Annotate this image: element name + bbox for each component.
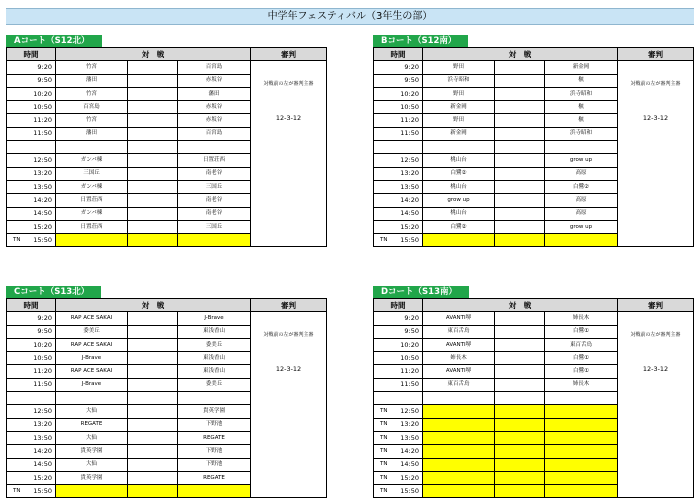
time-cell: 9:50 (374, 325, 423, 338)
team1-cell: J-Brave (56, 378, 128, 391)
vs-cell (128, 378, 178, 391)
team2-cell: 高原 (545, 194, 618, 207)
team1-cell (56, 485, 128, 498)
team2-cell: 槇 (545, 114, 618, 127)
team1-cell: AVANTI堺 (423, 338, 495, 351)
team2-cell: 藩田 (178, 87, 251, 100)
team2-cell: REGATE (178, 431, 251, 444)
vs-cell (495, 458, 545, 471)
time-cell: 13:20 (374, 167, 423, 180)
team2-cell: 赤坂谷 (178, 74, 251, 87)
team2-cell (545, 471, 618, 484)
time-cell (374, 471, 423, 484)
team1-cell: AVANTI堺 (423, 365, 495, 378)
time-cell: 11:20 (7, 365, 56, 378)
vs-cell (128, 418, 178, 431)
team2-cell: grow up (545, 220, 618, 233)
time-cell: 9:50 (7, 325, 56, 338)
vs-cell (128, 220, 178, 233)
team2-cell: 白鷺① (545, 352, 618, 365)
team1-cell (56, 141, 128, 154)
time-cell: 14:20 (374, 194, 423, 207)
time-cell: 9:20 (7, 61, 56, 74)
team1-cell: 竹宮 (56, 61, 128, 74)
team2-cell (178, 234, 251, 247)
time-cell: 11:50 (374, 378, 423, 391)
time-cell: 14:20 (7, 445, 56, 458)
time-cell: 10:20 (7, 87, 56, 100)
header-time: 時間 (7, 48, 56, 61)
vs-cell (495, 87, 545, 100)
time-value: 15:50 (33, 486, 52, 495)
team2-cell (178, 485, 251, 498)
team1-cell: 竹宮 (56, 87, 128, 100)
time-cell: 14:50 (374, 207, 423, 220)
team1-cell (56, 392, 128, 405)
vs-cell (128, 87, 178, 100)
page-title: 中学年フェスティバル（3年生の部） (6, 8, 694, 25)
vs-cell (495, 234, 545, 247)
referee-date: 12-3-12 (275, 365, 302, 374)
vs-cell (128, 61, 178, 74)
team1-cell (423, 141, 495, 154)
tn-mark: TN (13, 236, 21, 243)
team1-cell (423, 405, 495, 418)
team1-cell: 藩田 (56, 127, 128, 140)
time-value: 15:50 (400, 486, 419, 495)
time-cell: 12:50 (7, 154, 56, 167)
time-value: 13:20 (400, 420, 419, 429)
time-cell: 9:50 (7, 74, 56, 87)
team2-cell (545, 234, 618, 247)
team2-cell (545, 485, 618, 498)
court-c (6, 279, 326, 498)
team1-cell: ガンバ棟 (56, 154, 128, 167)
time-cell (374, 431, 423, 444)
vs-cell (495, 154, 545, 167)
header-match: 対 戦 (56, 299, 251, 312)
time-cell: 9:20 (7, 312, 56, 325)
vs-cell (495, 207, 545, 220)
referee-date: 12-3-12 (642, 114, 669, 123)
time-value: 13:50 (400, 433, 419, 442)
tn-mark: TN (13, 487, 21, 494)
referee-date: 12-3-12 (275, 114, 302, 123)
vs-cell (495, 167, 545, 180)
team1-cell: 白鷺② (423, 220, 495, 233)
tn-mark: TN (380, 474, 388, 481)
vs-cell (495, 378, 545, 391)
vs-cell (128, 392, 178, 405)
vs-cell (495, 485, 545, 498)
vs-cell (495, 445, 545, 458)
vs-cell (495, 365, 545, 378)
vs-cell (128, 167, 178, 180)
team2-cell: 南老谷 (178, 194, 251, 207)
time-cell (374, 445, 423, 458)
team2-cell: 赤坂谷 (178, 114, 251, 127)
team2-cell: 高原 (545, 167, 618, 180)
team2-cell: 高原 (545, 207, 618, 220)
team1-cell: RAP ACE SAKAI (56, 338, 128, 351)
team1-cell: 東百舌鳥 (423, 378, 495, 391)
header-time: 時間 (374, 48, 423, 61)
team2-cell: 白鷺① (545, 325, 618, 338)
header-match: 対 戦 (423, 48, 618, 61)
team1-cell: 日置荘西 (56, 194, 128, 207)
team1-cell (56, 234, 128, 247)
team2-cell: 槇 (545, 101, 618, 114)
time-cell: 12:50 (7, 405, 56, 418)
team1-cell: 三国丘 (56, 167, 128, 180)
team2-cell: 東浅香山 (178, 365, 251, 378)
team2-cell: 浜寺昭和 (545, 127, 618, 140)
vs-cell (128, 74, 178, 87)
team2-cell: 三国丘 (178, 220, 251, 233)
time-cell (7, 141, 56, 154)
team2-cell: 赤坂谷 (178, 101, 251, 114)
vs-cell (495, 431, 545, 444)
team1-cell: 桃山台 (423, 180, 495, 193)
team2-cell: 下野池 (178, 445, 251, 458)
team1-cell: 大仙 (56, 458, 128, 471)
table-row (7, 61, 327, 74)
vs-cell (495, 114, 545, 127)
team2-cell: 浜寺昭和 (545, 87, 618, 100)
vs-cell (128, 312, 178, 325)
vs-cell (128, 485, 178, 498)
team2-cell: 新金岡 (545, 61, 618, 74)
time-cell: 13:50 (7, 180, 56, 193)
team2-cell: grow up (545, 154, 618, 167)
court-label: Aコート（S12北） (6, 35, 102, 47)
time-cell: 13:50 (374, 180, 423, 193)
team1-cell: RAP ACE SAKAI (56, 365, 128, 378)
time-cell: 9:20 (374, 312, 423, 325)
team1-cell: 野田 (423, 114, 495, 127)
team1-cell: 野田 (423, 87, 495, 100)
header-row (7, 299, 327, 312)
table-row (7, 312, 327, 325)
time-cell: 11:50 (7, 127, 56, 140)
team1-cell (423, 418, 495, 431)
vs-cell (128, 471, 178, 484)
vs-cell (495, 194, 545, 207)
referee-date: 12-3-12 (642, 365, 669, 374)
team2-cell (545, 458, 618, 471)
header-row (374, 299, 694, 312)
team2-cell: 下野池 (178, 418, 251, 431)
team2-cell (545, 418, 618, 431)
team1-cell: AVANTI堺 (423, 312, 495, 325)
time-cell: 10:50 (7, 101, 56, 114)
time-cell: 13:20 (7, 167, 56, 180)
vs-cell (495, 352, 545, 365)
time-cell: 10:20 (374, 338, 423, 351)
team1-cell: 浜寺昭和 (423, 74, 495, 87)
team2-cell: 東百舌鳥 (545, 338, 618, 351)
team2-cell: 日置荘西 (178, 154, 251, 167)
vs-cell (128, 338, 178, 351)
tn-mark: TN (380, 421, 388, 428)
team1-cell: 貴英学園 (56, 471, 128, 484)
team1-cell: 大仙 (56, 431, 128, 444)
time-cell (7, 392, 56, 405)
team2-cell (545, 141, 618, 154)
court-a (6, 28, 326, 247)
tn-mark: TN (380, 487, 388, 494)
time-value: 15:50 (400, 235, 419, 244)
vs-cell (495, 220, 545, 233)
team2-cell (545, 431, 618, 444)
time-cell (374, 418, 423, 431)
court-label: Cコート（S13北） (6, 286, 101, 298)
time-cell (7, 485, 56, 498)
time-cell: 13:20 (7, 418, 56, 431)
header-match: 対 戦 (56, 48, 251, 61)
team2-cell: 百宮島 (178, 127, 251, 140)
team2-cell: 下野池 (178, 458, 251, 471)
team1-cell: 白鷺② (423, 167, 495, 180)
team2-cell (545, 445, 618, 458)
team1-cell: 百宮島 (56, 101, 128, 114)
time-cell (374, 141, 423, 154)
team1-cell: 委美丘 (56, 325, 128, 338)
vs-cell (128, 127, 178, 140)
vs-cell (495, 471, 545, 484)
time-cell: 14:50 (7, 458, 56, 471)
time-cell: 11:20 (7, 114, 56, 127)
team1-cell: 桃山台 (423, 154, 495, 167)
referee-note: 対戦前の左が審判主審 (630, 332, 681, 339)
team2-cell (545, 405, 618, 418)
team1-cell: 大仙 (56, 405, 128, 418)
vs-cell (128, 154, 178, 167)
time-cell: 13:50 (7, 431, 56, 444)
vs-cell (128, 458, 178, 471)
time-cell (374, 234, 423, 247)
vs-cell (128, 234, 178, 247)
time-cell (374, 485, 423, 498)
time-value: 15:50 (33, 235, 52, 244)
team1-cell: 新金岡 (423, 101, 495, 114)
vs-cell (495, 418, 545, 431)
vs-cell (495, 312, 545, 325)
team1-cell: ガンバ棟 (56, 180, 128, 193)
team1-cell (423, 458, 495, 471)
tn-mark: TN (380, 461, 388, 468)
time-cell: 15:20 (374, 220, 423, 233)
vs-cell (495, 405, 545, 418)
time-cell: 10:50 (374, 101, 423, 114)
team2-cell: REGATE (178, 471, 251, 484)
court-label: Dコート（S13南） (373, 286, 469, 298)
vs-cell (495, 392, 545, 405)
team2-cell (545, 392, 618, 405)
team2-cell: 委美丘 (178, 378, 251, 391)
team2-cell: 姉長木 (545, 312, 618, 325)
time-value: 15:20 (400, 473, 419, 482)
time-cell: 10:20 (7, 338, 56, 351)
table-row (374, 61, 694, 74)
team2-cell: 槇 (545, 74, 618, 87)
vs-cell (128, 194, 178, 207)
referee-note: 対戦前の左が審判主審 (263, 81, 314, 88)
tn-mark: TN (380, 408, 388, 415)
vs-cell (128, 431, 178, 444)
team1-cell (423, 392, 495, 405)
time-cell: 9:20 (374, 61, 423, 74)
header-match: 対 戦 (423, 299, 618, 312)
vs-cell (128, 207, 178, 220)
schedule-table (373, 298, 694, 498)
team1-cell: J-Brave (56, 352, 128, 365)
schedule-table (6, 47, 327, 247)
vs-cell (128, 405, 178, 418)
header-referee: 審判 (251, 299, 327, 312)
header-referee: 審判 (618, 48, 694, 61)
vs-cell (495, 141, 545, 154)
team2-cell: 姉長木 (545, 378, 618, 391)
team1-cell: 野田 (423, 61, 495, 74)
header-row (7, 48, 327, 61)
time-cell: 11:50 (7, 378, 56, 391)
time-cell: 11:20 (374, 365, 423, 378)
team1-cell: 新金岡 (423, 127, 495, 140)
team1-cell: RAP ACE SAKAI (56, 312, 128, 325)
vs-cell (495, 180, 545, 193)
team2-cell: 東浅香山 (178, 325, 251, 338)
team1-cell: 日置荘西 (56, 220, 128, 233)
vs-cell (128, 365, 178, 378)
team2-cell: 百宮島 (178, 61, 251, 74)
time-value: 12:50 (400, 407, 419, 416)
team1-cell: 姉長木 (423, 352, 495, 365)
court-label: Bコート（S12南） (373, 35, 468, 47)
header-referee: 審判 (618, 299, 694, 312)
team1-cell (423, 445, 495, 458)
schedule-table (6, 298, 327, 498)
time-cell (374, 405, 423, 418)
table-row (374, 312, 694, 325)
team1-cell: 貴英学園 (56, 445, 128, 458)
header-time: 時間 (374, 299, 423, 312)
court-b (373, 28, 693, 247)
team2-cell: 南老谷 (178, 167, 251, 180)
time-value: 14:20 (400, 446, 419, 455)
team2-cell (178, 141, 251, 154)
vs-cell (128, 180, 178, 193)
team1-cell (423, 471, 495, 484)
referee-cell (251, 312, 327, 498)
vs-cell (495, 74, 545, 87)
tn-mark: TN (380, 447, 388, 454)
referee-note: 対戦前の左が審判主審 (630, 81, 681, 88)
team1-cell (423, 431, 495, 444)
team1-cell: 桃山台 (423, 207, 495, 220)
vs-cell (128, 325, 178, 338)
court-d (373, 279, 693, 498)
referee-note: 対戦前の左が審判主審 (263, 332, 314, 339)
time-cell: 15:20 (7, 220, 56, 233)
time-cell (7, 234, 56, 247)
header-row (374, 48, 694, 61)
time-cell (374, 392, 423, 405)
time-cell: 12:50 (374, 154, 423, 167)
team1-cell: grow up (423, 194, 495, 207)
vs-cell (495, 61, 545, 74)
vs-cell (128, 101, 178, 114)
team1-cell: 竹宮 (56, 114, 128, 127)
time-cell: 10:50 (7, 352, 56, 365)
team1-cell: 東百舌鳥 (423, 325, 495, 338)
header-referee: 審判 (251, 48, 327, 61)
team2-cell: J-Brave (178, 312, 251, 325)
time-cell (374, 458, 423, 471)
tn-mark: TN (380, 236, 388, 243)
vs-cell (128, 352, 178, 365)
team2-cell: 白鷺① (545, 365, 618, 378)
time-cell: 9:50 (374, 74, 423, 87)
time-cell: 10:50 (374, 352, 423, 365)
team2-cell: 貴英学園 (178, 405, 251, 418)
time-cell: 15:20 (7, 471, 56, 484)
header-time: 時間 (7, 299, 56, 312)
referee-cell (618, 312, 694, 498)
time-cell: 11:20 (374, 114, 423, 127)
team1-cell: ガンバ棟 (56, 207, 128, 220)
time-cell: 10:20 (374, 87, 423, 100)
team1-cell (423, 485, 495, 498)
vs-cell (495, 338, 545, 351)
team2-cell: 東浅香山 (178, 352, 251, 365)
time-value: 14:50 (400, 460, 419, 469)
team2-cell (178, 392, 251, 405)
referee-cell (618, 61, 694, 247)
team1-cell (423, 234, 495, 247)
time-cell: 11:50 (374, 127, 423, 140)
vs-cell (128, 445, 178, 458)
time-cell: 14:50 (7, 207, 56, 220)
vs-cell (128, 141, 178, 154)
vs-cell (495, 325, 545, 338)
vs-cell (495, 101, 545, 114)
referee-cell (251, 61, 327, 247)
team1-cell: 藩田 (56, 74, 128, 87)
team2-cell: 委美丘 (178, 338, 251, 351)
vs-cell (128, 114, 178, 127)
team2-cell: 白鷺② (545, 180, 618, 193)
tn-mark: TN (380, 434, 388, 441)
team2-cell: 三国丘 (178, 180, 251, 193)
schedule-table (373, 47, 694, 247)
team2-cell: 南老谷 (178, 207, 251, 220)
team1-cell: REGATE (56, 418, 128, 431)
vs-cell (495, 127, 545, 140)
time-cell: 14:20 (7, 194, 56, 207)
